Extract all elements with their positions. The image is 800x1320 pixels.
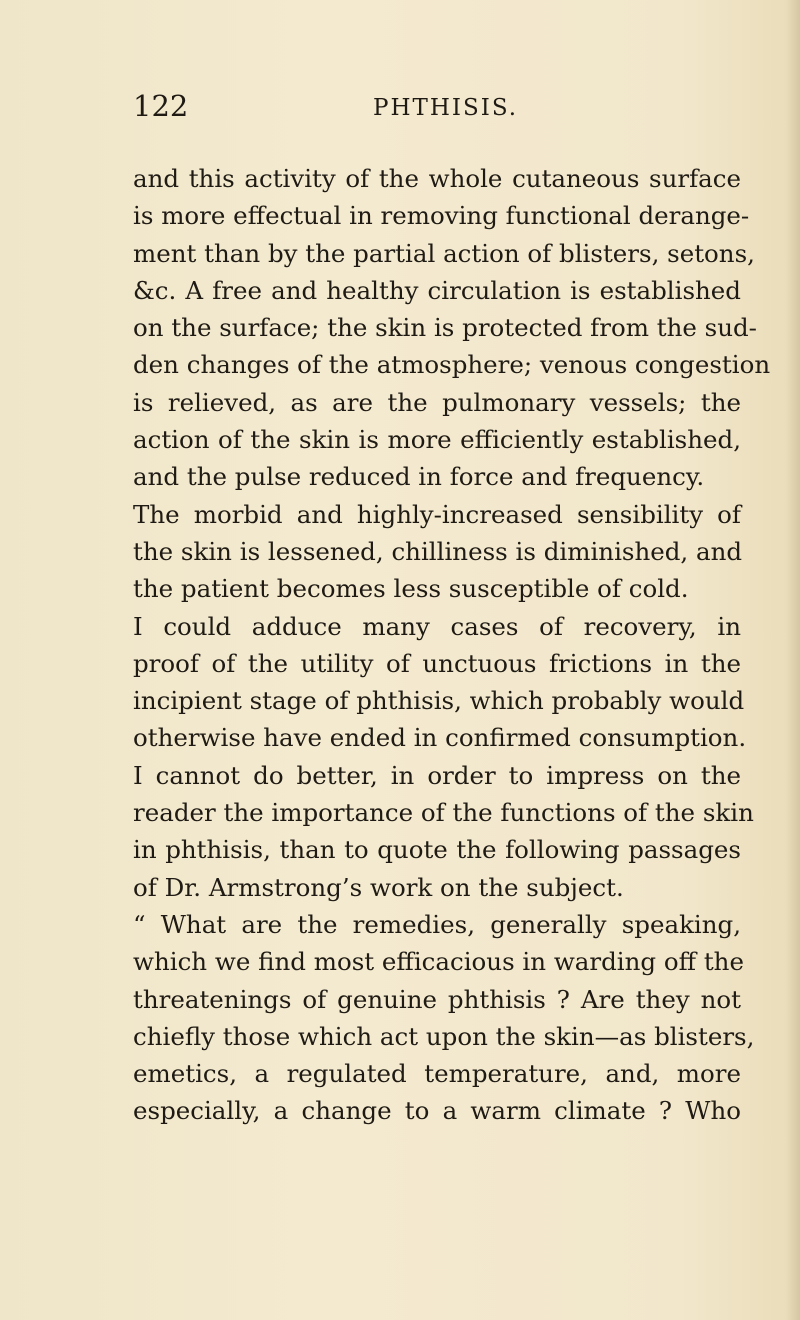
- page-edge-shadow: [786, 0, 800, 1320]
- text-line: in phthisis, than to quote the following passages: [133, 835, 741, 865]
- text-line: threatenings of genuine phthisis ? Are they not: [133, 984, 741, 1014]
- text-line: proof of the utility of unctuous frictions in the: [133, 648, 741, 678]
- text-line: incipient stage of phthisis, which probably would: [133, 686, 745, 716]
- text-line: “ What are the remedies, generally speaking,: [133, 909, 741, 939]
- text-line: action of the skin is more efficiently established,: [133, 425, 741, 455]
- text-line: which we find most efficacious in warding off the: [133, 947, 744, 977]
- text-line: reader the importance of the functions of the skin: [133, 798, 754, 828]
- text-line: emetics, a regulated temperature, and, more: [133, 1059, 741, 1089]
- text-line: chiefly those which act upon the skin—as blisters,: [133, 1021, 755, 1051]
- text-line: and the pulse reduced in force and frequency.: [133, 462, 705, 492]
- text-line: the skin is lessened, chilliness is diminished, and: [133, 536, 743, 566]
- page-number: 122: [133, 89, 189, 123]
- text-line: &c. A free and healthy circulation is established: [133, 275, 741, 305]
- text-line: the patient becomes less susceptible of cold.: [133, 574, 689, 604]
- text-line: The morbid and highly-increased sensibility of: [133, 499, 741, 529]
- text-line: is relieved, as are the pulmonary vessels; the: [133, 387, 741, 417]
- text-line: is more effectual in removing functional derange-: [133, 201, 750, 231]
- text-line: of Dr. Armstrong’s work on the subject.: [133, 872, 624, 902]
- text-line: and this activity of the whole cutaneous surface: [133, 164, 741, 193]
- body-text: [133, 160, 771, 1130]
- text-line: otherwise have ended in confirmed consumption.: [133, 723, 747, 753]
- text-line: I cannot do better, in order to impress on the: [133, 760, 741, 790]
- running-head: PHTHISIS.: [373, 95, 519, 121]
- text-line: I could adduce many cases of recovery, in: [133, 611, 741, 641]
- text-line: on the surface; the skin is protected from the sud-: [133, 313, 757, 343]
- text-line: den changes of the atmosphere; venous congestion: [133, 350, 771, 380]
- text-line: ment than by the partial action of blisters, setons,: [133, 238, 755, 268]
- page-header: [133, 88, 733, 128]
- text-line: especially, a change to a warm climate ? Who: [133, 1096, 741, 1126]
